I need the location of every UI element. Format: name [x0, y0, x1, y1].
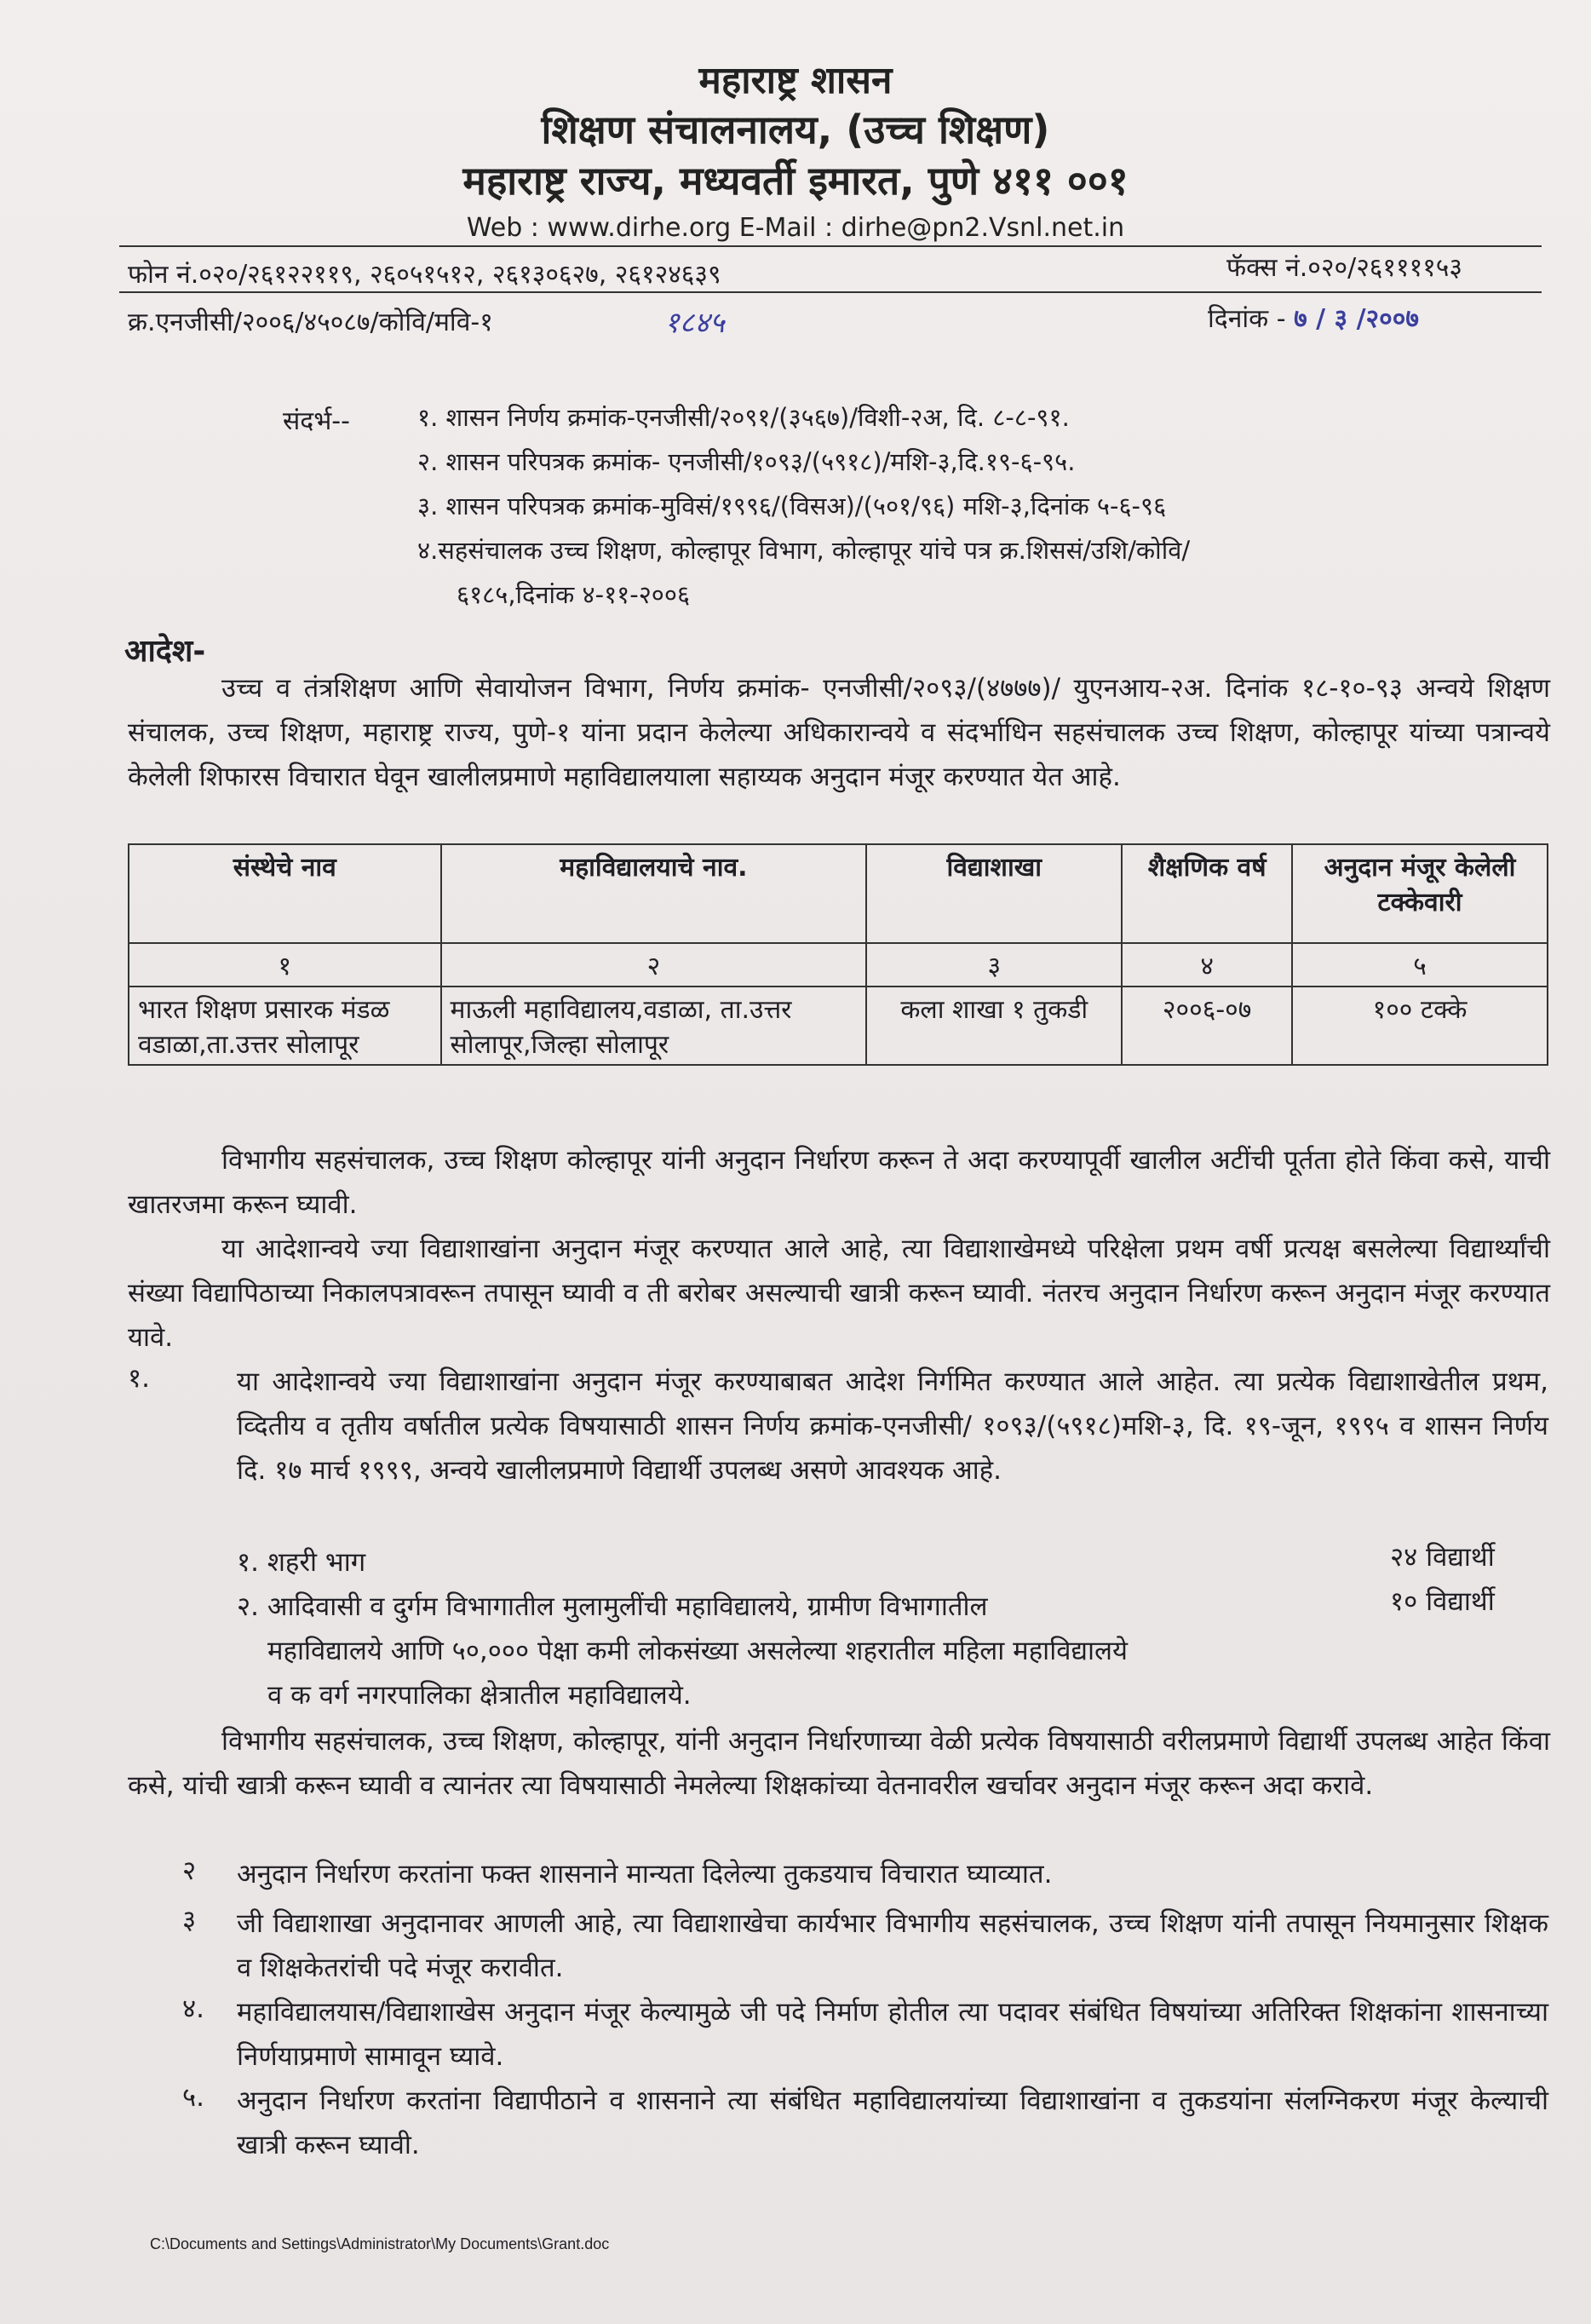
header-divider-2	[119, 291, 1542, 293]
header-divider	[119, 245, 1542, 247]
table-cell: ३	[866, 943, 1122, 987]
college-cell: माऊली महाविद्यालय,वडाळा, ता.उत्तर सोलापूर,जिल्हा सोलापूर	[441, 987, 867, 1065]
file-path-footer: C:\Documents and Settings\Administrator\My Documents\Grant.doc	[150, 2235, 610, 2252]
clause-text: महाविद्यालयास/विद्याशाखेस अनुदान मंजूर केल्यामुळे जी पदे निर्माण होतील त्या पदावर संबंधित विषयांच्या अतिरिक्त शिक्षकांना शासनाच्या निर्णयाप्रमाणे सामावून घ्यावे.	[237, 1997, 1548, 2072]
table-header: महाविद्यालयाचे नाव.	[441, 844, 867, 943]
table-header: विद्याशाखा	[866, 844, 1122, 943]
references-label: संदर्भ--	[283, 406, 350, 436]
table-cell: ४	[1122, 943, 1292, 987]
table-header: शैक्षणिक वर्ष	[1122, 844, 1292, 943]
sub-item-value: २४ विद्यार्थी	[1390, 1542, 1495, 1573]
table-header: अनुदान मंजूर केलेली टक्केवारी	[1292, 844, 1548, 943]
clause-text: या आदेशान्वये ज्या विद्याशाखांना अनुदान मंजूर करण्याबाबत आदेश निर्गमित करण्यात आले आहेत. त्या प्रत्येक विद्याशाखेतील प्रथम, व्दितीय व तृतीय वर्षातील प्रत्येक विषयासाठी शासन निर्णय क्रमांक-एनजीसी/ १०९३/(५९१८)मशि-३, दि. १९-जून, १९९५ व शासन निर्णय दि. १७ मार्च १९९९, अन्वये खालीलप्रमाणे विद्यार्थी उपलब्ध असणे आवश्यक आहे.	[237, 1366, 1548, 1486]
table-index-row	[129, 943, 1548, 987]
table-cell: १	[129, 943, 441, 987]
order-title: आदेश-	[124, 634, 206, 669]
paragraph: विभागीय सहसंचालक, उच्च शिक्षण, कोल्हापूर, यांनी अनुदान निर्धारणाच्या वेळी प्रत्येक विषयासाठी वरीलप्रमाणे विद्यार्थी उपलब्ध आहेत किंवा कसे, यांची खात्री करून घ्यावी व त्यानंतर त्या विषयासाठी नेमलेल्या शिक्षकांच्या वेतनावरील खर्चावर अनुदान मंजूर करून अदा करावे.	[128, 1726, 1550, 1801]
govt-header: महाराष्ट्र शासन	[698, 59, 893, 102]
fax-number: फॅक्स नं.०२०/२६११११५३	[1226, 253, 1463, 283]
table-cell: २	[441, 943, 867, 987]
sub-item-continuation: महाविद्यालये आणि ५०,००० पेक्षा कमी लोकसंख्या असलेल्या शहरातील महिला महाविद्यालये	[267, 1636, 1129, 1666]
year-cell: २००६-०७	[1122, 987, 1292, 1065]
sub-item-continuation: व क वर्ग नगरपालिका क्षेत्रातील महाविद्यालये.	[267, 1680, 692, 1711]
reference-item: २. शासन परिपत्रक क्रमांक- एनजीसी/१०९३/(५९१८)/मशि-३,दि.१९-६-९५.	[417, 447, 1076, 476]
address-header: महाराष्ट्र राज्य, मध्यवर्ती इमारत, पुणे ४११ ००१	[462, 158, 1129, 204]
date-label: दिनांक -	[1208, 304, 1286, 334]
clause-text: जी विद्याशाखा अनुदानावर आणली आहे, त्या विद्याशाखेचा कार्यभार विभागीय सहसंचालक, उच्च शिक्षण यांनी तपासून नियमानुसार शिक्षक व शिक्षकेतरांची पदे मंजूर करावीत.	[237, 1908, 1548, 1983]
clause-number: ४.	[182, 1993, 204, 2024]
sub-item: २. आदिवासी व दुर्गम विभागातील मुलामुलींची महाविद्यालये, ग्रामीण विभागातील	[237, 1591, 988, 1622]
reference-item: ४.सहसंचालक उच्च शिक्षण, कोल्हापूर विभाग, कोल्हापूर यांचे पत्र क्र.शिससं/उशि/कोवि/	[417, 536, 1191, 565]
reference-number: क्र.एनजीसी/२००६/४५०८७/कोवि/मवि-१	[128, 308, 493, 337]
table-cell: ५	[1292, 943, 1548, 987]
sub-item-value: १० विद्यार्थी	[1390, 1586, 1495, 1617]
table-header: संस्थेचे नाव	[129, 844, 441, 943]
reference-item: ६१८५,दिनांक ४-११-२००६	[457, 580, 691, 609]
percent-cell: १०० टक्के	[1292, 987, 1548, 1065]
reference-item: ३. शासन परिपत्रक क्रमांक-मुविसं/१९९६/(विसअ)/(५०१/९६) मशि-३,दिनांक ५-६-९६	[417, 492, 1167, 521]
reference-item: १. शासन निर्णय क्रमांक-एनजीसी/२०९१/(३५६७)/विशी-२अ, दि. ८-८-९१.	[417, 403, 1070, 432]
directorate-header: शिक्षण संचालनालय, (उच्च शिक्षण)	[541, 106, 1050, 152]
grant-table	[128, 843, 1548, 1066]
web-email-line: Web : www.dirhe.org E-Mail : dirhe@pn2.Vsnl.net.in	[466, 213, 1125, 243]
handwritten-number: १८४५	[664, 306, 725, 340]
order-intro: उच्च व तंत्रशिक्षण आणि सेवायोजन विभाग, निर्णय क्रमांक- एनजीसी/२०९३/(४७७७)/ युएनआय-२अ. दिनांक १८-१०-९३ अन्वये शिक्षण संचालक, उच्च शिक्षण, महाराष्ट्र राज्य, पुणे-१ यांना प्रदान केलेल्या अधिकारान्वये व संदर्भाधिन सहसंचालक उच्च शिक्षण, कोल्हापूर यांच्या पत्रान्वये केलेली शिफारस विचारात घेवून खालीलप्रमाणे महाविद्यालयाला सहाय्यक अनुदान मंजूर करण्यात येत आहे.	[128, 673, 1550, 792]
clause-text: अनुदान निर्धारण करतांना फक्त शासनाने मान्यता दिलेल्या तुकडयाच विचारात घ्याव्यात.	[237, 1859, 1053, 1890]
institution-cell: भारत शिक्षण प्रसारक मंडळ वडाळा,ता.उत्तर सोलापूर	[129, 987, 441, 1065]
phone-numbers: फोन नं.०२०/२६१२२११९, २६०५१५१२, २६१३०६२७, २६१२४६३९	[128, 260, 721, 290]
clause-number: २	[182, 1855, 197, 1886]
paragraph: या आदेशान्वये ज्या विद्याशाखांना अनुदान मंजूर करण्यात आले आहे, त्या विद्याशाखेमध्ये परिक्षेला प्रथम वर्षी प्रत्यक्ष बसलेल्या विद्यार्थ्यांची संख्या विद्यापिठाच्या निकालपत्रावरून तपासून घ्यावी व ती बरोबर असल्याची खात्री करून घ्यावी. नंतरच अनुदान निर्धारण करून अनुदान मंजूर करण्यात यावे.	[128, 1234, 1550, 1353]
paragraph: विभागीय सहसंचालक, उच्च शिक्षण कोल्हापूर यांनी अनुदान निर्धारण करून ते अदा करण्यापूर्वी खालील अटींची पूर्तता होते किंवा कसे, याची खातरजमा करून घ्यावी.	[128, 1145, 1550, 1220]
letter-date	[1208, 300, 1419, 335]
clause-number: १.	[128, 1363, 150, 1394]
clause-number: ५.	[182, 2082, 204, 2113]
clause-text: अनुदान निर्धारण करतांना विद्यापीठाने व शासनाने त्या संबंधित महाविद्यालयांच्या विद्याशाखांना व तुकडयांना संलग्निकरण मंजूर केल्याची खात्री करून घ्यावी.	[237, 2085, 1548, 2160]
sub-item: १. शहरी भाग	[237, 1547, 366, 1578]
table-header-row	[129, 844, 1548, 943]
faculty-cell: कला शाखा १ तुकडी	[866, 987, 1122, 1065]
table-row	[129, 987, 1548, 1065]
clause-number: ३	[182, 1905, 197, 1936]
date-value: ७ / ३ /२००७	[1294, 304, 1419, 334]
